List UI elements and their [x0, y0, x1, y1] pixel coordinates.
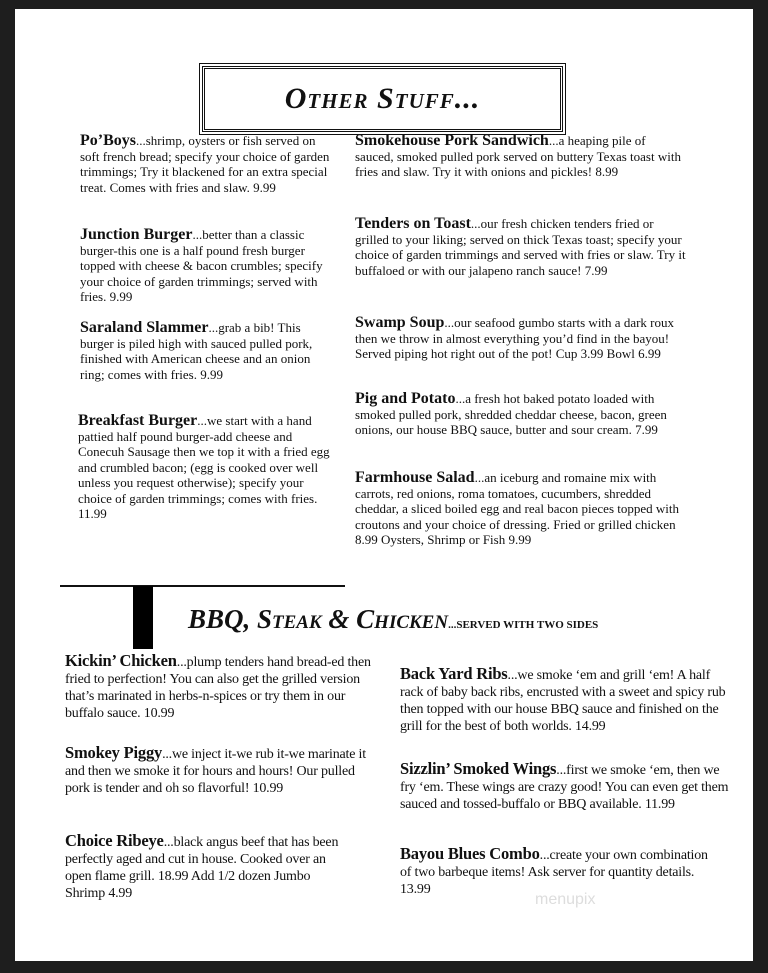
- item-name: Saraland Slammer: [80, 319, 209, 336]
- item-desc: ...we smoke ‘em and grill ‘em! A half rack of baby back ribs, encrusted with a sweet and spicy rub then topped with our house BBQ sauce and finished on the grill for the best of both worlds. 14.99: [400, 668, 726, 734]
- item-name: Tenders on Toast: [355, 215, 471, 232]
- item-desc: ...plump tenders hand bread-ed then fried to perfection! You can also get the grilled version that’s marinated in herbs-n-spices or try them in our buffalo sauce. 10.99: [65, 655, 371, 721]
- item-name: Smokehouse Pork Sandwich: [355, 132, 549, 149]
- item-desc: ...a heaping pile of sauced, smoked pulled pork served on buttery Texas toast with fries and slaw. Try it with onions and pickles! 8.99: [355, 133, 681, 179]
- item-name: Pig and Potato: [355, 390, 456, 407]
- item-name: Smokey Piggy: [65, 743, 163, 762]
- item-desc: ...grab a bib! This burger is piled high with sauced pulled pork, finished with American cheese and an onion ring; comes with fries. 9.99: [80, 320, 313, 382]
- section-bar: [133, 586, 153, 649]
- menu-item: [355, 391, 685, 438]
- item-name: Bayou Blues Combo: [400, 844, 540, 863]
- item-desc: ...first we smoke ‘em, then we fry ‘em. These wings are crazy good! You can even get them sauced and tossed-buffalo or BBQ available. 11.99: [400, 763, 729, 812]
- menu-page: [15, 9, 753, 961]
- item-desc: ...we inject it-we rub it-we marinate it and then we smoke it for hours and hours! Our pulled pork is tender and oh so flavorful! 10.99: [65, 747, 366, 796]
- other-stuff-title-box: [202, 66, 563, 132]
- menu-item: [80, 320, 320, 382]
- item-name: Po’Boys: [80, 132, 136, 149]
- item-desc: ...create your own combination of two barbeque items! Ask server for quantity details. 13.99: [400, 848, 708, 897]
- item-desc: ...black angus beef that has been perfectly aged and cut in house. Cooked over an open flame grill. 18.99 Add 1/2 dozen Jumbo Shrimp 4.99: [65, 835, 339, 901]
- item-desc: ...shrimp, oysters or fish served on soft french bread; specify your choice of garden trimmings; Try it blackened for an extra special treat. Comes with fries and slaw. 9.99: [80, 133, 330, 195]
- item-desc: ...our fresh chicken tenders fried or grilled to your liking; served on thick Texas toast; specify your choice of garden trimmings and served with fries or slaw. Try it buffaloed or with our jalapeno ranch sauce! 7.99: [355, 216, 686, 278]
- item-name: Back Yard Ribs: [400, 664, 508, 683]
- item-name: Swamp Soup: [355, 314, 445, 331]
- section-title: BBQ, Steak & Chicken: [188, 604, 449, 634]
- item-desc: ...an iceburg and romaine mix with carrots, red onions, roma tomatoes, cucumbers, shredded cheddar, a sliced boiled egg and real bacon pieces topped with croutons and your choice of dressing. Fried or grilled chicken 8.99 Oysters, Shrimp or Fish 9.99: [355, 470, 679, 547]
- section-subtitle: ...SERVED WITH TWO SIDES: [448, 619, 599, 631]
- item-desc: ...our seafood gumbo starts with a dark roux then we throw in almost everything you’d find in the bayou! Served piping hot right out of the pot! Cup 3.99 Bowl 6.99: [355, 315, 674, 361]
- item-name: Breakfast Burger: [78, 412, 198, 429]
- item-name: Farmhouse Salad: [355, 469, 475, 486]
- menu-item: [78, 413, 333, 522]
- item-name: Junction Burger: [80, 226, 193, 243]
- item-desc: ...a fresh hot baked potato loaded with smoked pulled pork, shredded cheddar cheese, bacon, green onions, our house BBQ sauce, butter and sour cream. 7.99: [355, 391, 667, 437]
- menu-item: [65, 652, 385, 722]
- section-title: Other Stuff...: [284, 82, 481, 115]
- menu-item: [65, 832, 350, 902]
- menu-item: [400, 665, 735, 735]
- item-desc: ...better than a classic burger-this one is a half pound fresh burger topped with cheese & bacon crumbles; specify your choice of garden trimmings; served with fries. 9.99: [80, 227, 323, 304]
- menu-item: [355, 216, 690, 278]
- menu-item: [80, 227, 335, 305]
- menu-item: [400, 760, 730, 813]
- menu-item: [355, 315, 685, 362]
- watermark: menupix: [535, 891, 596, 908]
- menu-item: [355, 470, 685, 548]
- item-desc: ...we start with a hand pattied half pound burger-add cheese and Conecuh Sausage then we top it with a fried egg and crumbled bacon; (egg is cooked over well unless you request otherwise); specify your choice of garden trimmings; comes with fries. 11.99: [78, 413, 330, 521]
- menu-item: [80, 133, 335, 195]
- section-divider: [60, 585, 345, 587]
- item-name: Kickin’ Chicken: [65, 651, 177, 670]
- menu-item: [355, 133, 685, 180]
- section2-heading: [188, 604, 598, 635]
- item-name: Sizzlin’ Smoked Wings: [400, 759, 557, 778]
- item-name: Choice Ribeye: [65, 831, 164, 850]
- menu-item: [65, 744, 375, 797]
